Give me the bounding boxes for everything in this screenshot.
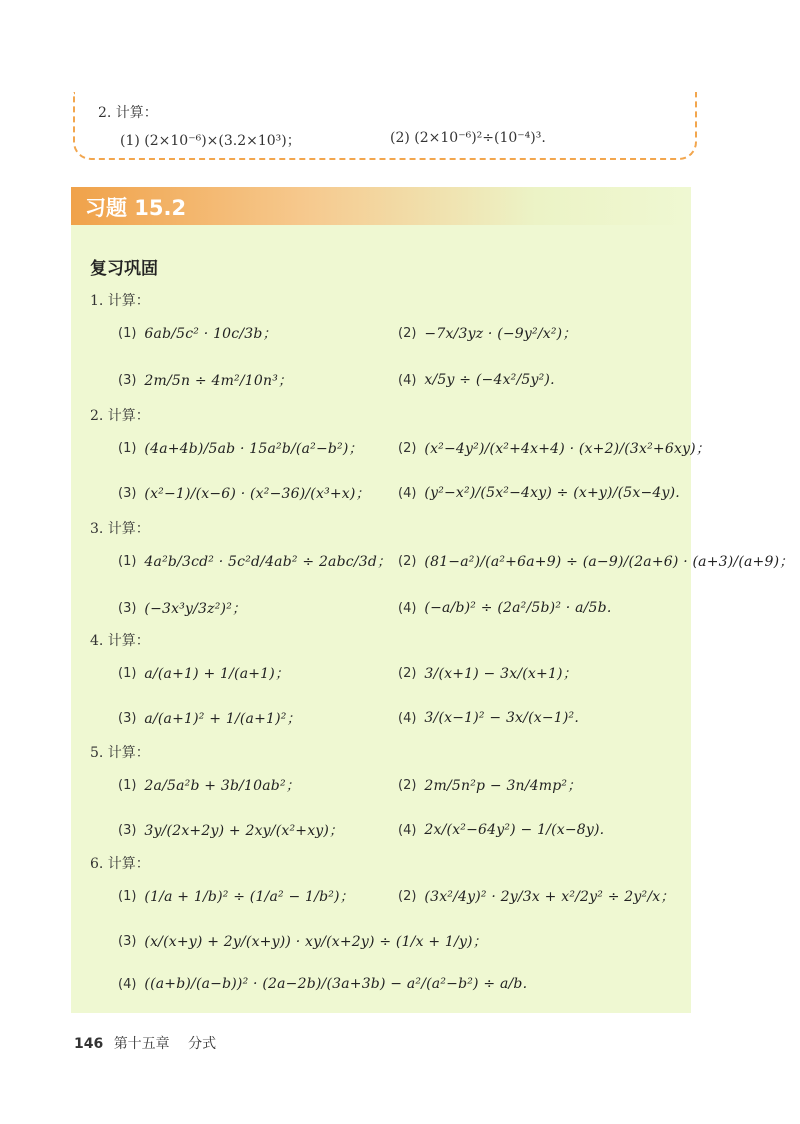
question-4-label: 4. 计算： — [90, 633, 150, 649]
item-expression: (x/(x+y) + 2y/(x+y)) · xy/(x+2y) ÷ (1/x + 1/y)； — [144, 934, 487, 950]
item-expression: 3/(x−1)² − 3x/(x−1)². — [424, 710, 579, 726]
item-expression: 3y/(2x+2y) + 2xy/(x²+xy)； — [144, 823, 344, 839]
q2-item-3 — [118, 473, 370, 513]
item-number: (4) — [398, 372, 417, 388]
item-number: (3) — [118, 710, 137, 726]
q1-item-3 — [118, 360, 292, 400]
chapter-label: 第十五章 — [113, 1036, 170, 1052]
exercise-banner-title: 习题 15.2 — [85, 196, 187, 220]
item-expression: (x²−1)/(x−6) · (x²−36)/(x³+x)； — [144, 486, 370, 502]
item-number: (1) — [118, 553, 137, 569]
q4-item-2 — [398, 653, 577, 693]
item-number: (3) — [118, 822, 137, 838]
item-expression: 2m/5n²p − 3n/4mp²； — [424, 778, 582, 794]
item-expression: (x²−4y²)/(x²+4x+4) · (x+2)/(3x²+6xy)； — [424, 441, 711, 457]
q1-item-2 — [398, 313, 577, 353]
item-number: (2) — [398, 665, 417, 681]
item-expression: a/(a+1) + 1/(a+1)； — [144, 666, 290, 682]
q5-item-2 — [398, 765, 581, 805]
item-number: (4) — [398, 485, 417, 501]
practice-q2-1: (1) (2×10⁻⁶)×(3.2×10³)； — [120, 133, 301, 149]
item-number: (4) — [398, 822, 417, 838]
item-expression: 2x/(x²−64y²) − 1/(x−8y). — [424, 822, 605, 838]
item-expression: (81−a²)/(a²+6a+9) ÷ (a−9)/(2a+6) · (a+3)/(a+9)； — [424, 554, 794, 570]
chapter-title: 分式 — [188, 1036, 217, 1052]
exercise-banner — [71, 187, 691, 225]
item-number: (2) — [398, 777, 417, 793]
item-number: (1) — [118, 777, 137, 793]
q3-item-2 — [398, 541, 793, 581]
item-number: (1) — [118, 325, 137, 341]
section-title: 复习巩固 — [90, 259, 158, 279]
question-1-label: 1. 计算： — [90, 293, 150, 309]
item-expression: (1/a + 1/b)² ÷ (1/a² − 1/b²)； — [144, 889, 354, 905]
item-number: (1) — [118, 440, 137, 456]
q2-item-2 — [398, 428, 710, 468]
q5-item-4 — [398, 810, 604, 850]
practice-q2-2: (2) (2×10⁻⁶)²÷(10⁻⁴)³. — [390, 130, 546, 146]
item-expression: (3x²/4y)² · 2y/3x + x²/2y² ÷ 2y²/x； — [424, 889, 675, 905]
q3-item-1 — [118, 541, 391, 581]
page-number: 146 — [74, 1036, 104, 1052]
item-number: (3) — [118, 485, 137, 501]
item-number: (4) — [398, 710, 417, 726]
page-footer — [74, 1033, 216, 1053]
item-number: (2) — [398, 553, 417, 569]
item-expression: 4a²b/3cd² · 5c²d/4ab² ÷ 2abc/3d； — [144, 554, 392, 570]
question-3-label: 3. 计算： — [90, 521, 150, 537]
item-number: (3) — [118, 933, 137, 949]
item-expression: −7x/3yz · (−9y²/x²)； — [424, 326, 577, 342]
item-number: (2) — [398, 325, 417, 341]
q6-item-2 — [398, 876, 675, 916]
item-expression: (4a+4b)/5ab · 15a²b/(a²−b²)； — [144, 441, 363, 457]
q6-item-3 — [118, 921, 487, 961]
q1-item-4 — [398, 360, 555, 400]
q6-item-4 — [118, 964, 527, 1004]
question-5-label: 5. 计算： — [90, 745, 150, 761]
item-number: (3) — [118, 600, 137, 616]
practice-q2-label: 2. 计算： — [98, 105, 158, 121]
item-expression: ((a+b)/(a−b))² · (2a−2b)/(3a+3b) − a²/(a²−b²) ÷ a/b. — [144, 976, 528, 992]
question-6-label: 6. 计算： — [90, 856, 150, 872]
q4-item-1 — [118, 653, 289, 693]
item-expression: (−a/b)² ÷ (2a²/5b)² · a/5b. — [424, 600, 612, 616]
item-expression: 2a/5a²b + 3b/10ab²； — [144, 778, 300, 794]
item-expression: 6ab/5c² · 10c/3b； — [144, 326, 277, 342]
item-number: (2) — [398, 440, 417, 456]
q5-item-1 — [118, 765, 300, 805]
item-number: (4) — [398, 600, 417, 616]
item-expression: (y²−x²)/(5x²−4xy) ÷ (x+y)/(5x−4y). — [424, 485, 680, 501]
q2-item-4 — [398, 473, 680, 513]
item-number: (3) — [118, 372, 137, 388]
q4-item-3 — [118, 698, 301, 738]
item-expression: 3/(x+1) − 3x/(x+1)； — [424, 666, 577, 682]
q6-item-1 — [118, 876, 354, 916]
q1-item-1 — [118, 313, 277, 353]
question-2-label: 2. 计算： — [90, 408, 150, 424]
item-number: (2) — [398, 888, 417, 904]
item-expression: a/(a+1)² + 1/(a+1)²； — [144, 711, 301, 727]
q5-item-3 — [118, 810, 343, 850]
item-number: (1) — [118, 665, 137, 681]
q3-item-4 — [398, 588, 611, 628]
q2-item-1 — [118, 428, 363, 468]
item-expression: x/5y ÷ (−4x²/5y²). — [424, 372, 555, 388]
item-expression: (−3x³y/3z²)²； — [144, 601, 247, 617]
item-expression: 2m/5n ÷ 4m²/10n³； — [144, 373, 293, 389]
item-number: (4) — [118, 976, 137, 992]
q4-item-4 — [398, 698, 579, 738]
item-number: (1) — [118, 888, 137, 904]
q3-item-3 — [118, 588, 246, 628]
